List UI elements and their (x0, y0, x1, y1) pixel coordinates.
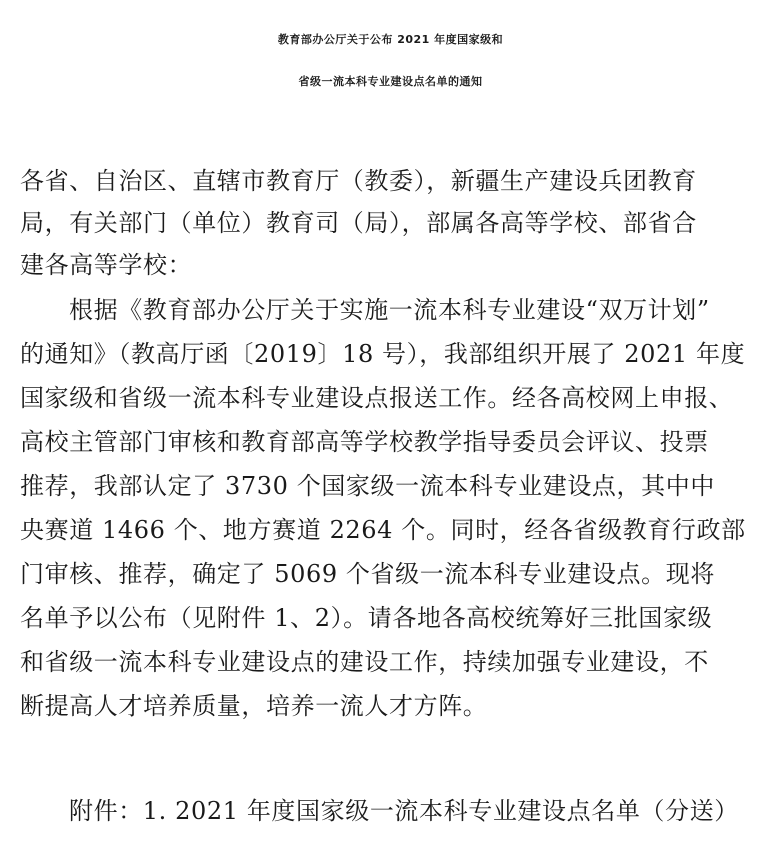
body-line-3: 国家级和省级一流本科专业建设点报送工作。经各高校网上申报、 (20, 384, 734, 412)
salutation-line-1: 各省、自治区、直辖市教育厅（教委），新疆生产建设兵团教育 (20, 167, 697, 195)
body-line-7: 门审核、推荐，确定了 5069 个省级一流本科专业建设点。现将 (20, 560, 715, 588)
body-line-2: 的通知》（教高厅函〔2019〕18 号），我部组织开展了 2021 年度 (20, 340, 746, 368)
body-line-9: 和省级一流本科专业建设点的建设工作，持续加强专业建设，不 (20, 648, 709, 676)
body-line-10: 断提高人才培养质量，培养一流人才方阵。 (20, 692, 488, 720)
document-title-line-1: 教育部办公厅关于公布 2021 年度国家级和 (277, 33, 504, 46)
attachment-line: 附件：1. 2021 年度国家级一流本科专业建设点名单（分送） (69, 797, 739, 825)
body-line-8: 名单予以公布（见附件 1、2）。请各地各高校统筹好三批国家级 (20, 604, 713, 632)
body-line-1: 根据《教育部办公厅关于实施一流本科专业建设“双万计划” (69, 296, 710, 324)
document-title-line-2: 省级一流本科专业建设点名单的通知 (298, 75, 483, 88)
body-line-5: 推荐，我部认定了 3730 个国家级一流本科专业建设点，其中中 (20, 472, 715, 500)
salutation-line-2: 局，有关部门（单位）教育司（局），部属各高等学校、部省合 (20, 209, 697, 237)
body-line-4: 高校主管部门审核和教育部高等学校教学指导委员会评议、投票 (20, 428, 709, 456)
salutation-line-3: 建各高等学校： (20, 251, 193, 279)
body-line-6: 央赛道 1466 个、地方赛道 2264 个。同时，经各省级教育行政部 (20, 516, 746, 544)
